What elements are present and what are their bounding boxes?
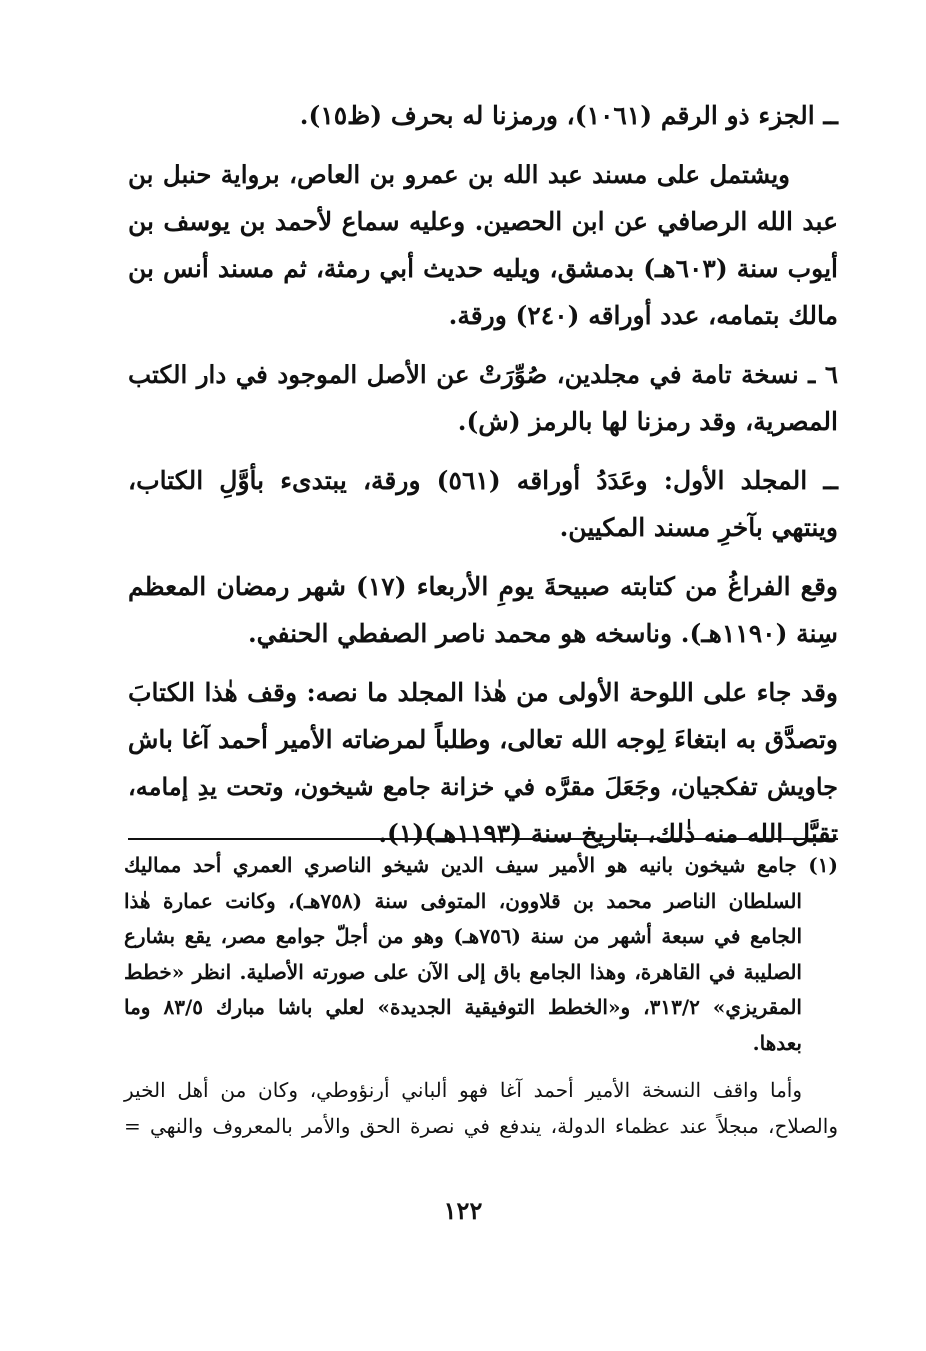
text-line: (١) جامع شيخون بانيه هو الأمير سيف الدين شيخو الناصري العمري أحد مماليك bbox=[124, 853, 838, 877]
text-line: وقد جاء على اللوحة الأولى من هٰذا المجلد ما نصه: وقف هٰذا الكتابَ bbox=[128, 678, 838, 707]
text-line: مالك بتمامه، عدد أوراقه (٢٤٠) ورقة. bbox=[448, 301, 838, 330]
footnote-continuation bbox=[124, 1073, 838, 1144]
text-line: ٦ ـ نسخة تامة في مجلدين، صُوِّرَتْ عن الأصل الموجود في دار الكتب bbox=[128, 360, 838, 389]
text-line: المقريزي» ٣١٣/٢، و«الخطط التوفيقية الجديدة» لعلي باشا مبارك ٨٣/٥ وما bbox=[124, 995, 802, 1019]
footnotes bbox=[124, 848, 838, 1144]
paragraph-contents bbox=[128, 151, 838, 339]
footnote-1 bbox=[124, 848, 838, 1061]
text-line: المصرية، وقد رمزنا لها بالرمز (ش). bbox=[457, 407, 838, 436]
footnote-divider bbox=[128, 838, 838, 840]
text-line: وأما واقف النسخة الأمير أحمد آغا فهو ألباني أرنؤوطي، وكان من أهل الخير bbox=[124, 1078, 802, 1102]
text-line: الصليبة في القاهرة، وهذا الجامع باق إلى الآن على صورته الأصلية. انظر «خطط bbox=[124, 959, 802, 984]
text-line: تقبَّل الله منه ذٰلك، بتاريخ سنة (١١٩٣هـ)(١). bbox=[378, 819, 838, 848]
paragraph-volume-one bbox=[128, 457, 838, 551]
text-line: بعدها. bbox=[752, 1030, 802, 1055]
text-line: والصلاح، مبجلاً عند عظماء الدولة، يندفع في نصرة الحق والأمر بالمعروف والنهي = bbox=[124, 1113, 838, 1138]
text-line: ويشتمل على مسند عبد الله بن عمرو بن العاص، برواية حنبل بن bbox=[128, 160, 790, 189]
text-line: جاويش تفكجيان، وجَعَلَ مقرَّه في خزانة جامع شيخون، وتحت يدِ إمامه، bbox=[128, 772, 838, 801]
text-line: عبد الله الرصافي عن ابن الحصين. وعليه سماع لأحمد بن يوسف بن bbox=[128, 207, 838, 236]
text-line: السلطان الناصر محمد بن قلاوون، المتوفى سنة (٧٥٨هـ)، وكانت عمارة هٰذا bbox=[124, 888, 802, 913]
paragraph-part-reference bbox=[128, 92, 838, 139]
text-line: سِنة (١١٩٠هـ). وناسخه هو محمد ناصر الصفطي الحنفي. bbox=[247, 619, 838, 648]
text-line: أيوب سنة (٦٠٣هـ) بدمشق، ويليه حديث أبي رمثة، ثم مسند أنس بن bbox=[128, 254, 838, 283]
paragraph-manuscript-6 bbox=[128, 351, 838, 445]
text-line: وينتهي بآخرِ مسند المكيين. bbox=[559, 513, 838, 542]
text-line: وقع الفراغُ من كتابته صبيحةَ يومِ الأربعاء (١٧) شهر رمضان المعظم bbox=[128, 572, 838, 601]
main-text bbox=[128, 92, 838, 869]
paragraph-endowment bbox=[128, 669, 838, 857]
text-line: ــ المجلد الأول: وعَدَدُ أوراقه (٥٦١) ورقة، يبتدىء بأوَّلِ الكتاب، bbox=[128, 466, 838, 495]
text-line: الجامع في سبعة أشهر من سنة (٧٥٦هـ) وهو من أجلّ جوامع مصر، يقع بشارع bbox=[124, 924, 802, 948]
text-line: وتصدَّق به ابتغاءَ لِوجه الله تعالى، وطلباً لمرضاته الأمير أحمد آغا باش bbox=[127, 725, 838, 754]
paragraph-colophon bbox=[128, 563, 838, 657]
page-number: ١٢٢ bbox=[443, 1196, 483, 1225]
text-line: ــ الجزء ذو الرقم (١٠٦١)، ورمزنا له بحرف (ظ١٥). bbox=[299, 101, 838, 130]
